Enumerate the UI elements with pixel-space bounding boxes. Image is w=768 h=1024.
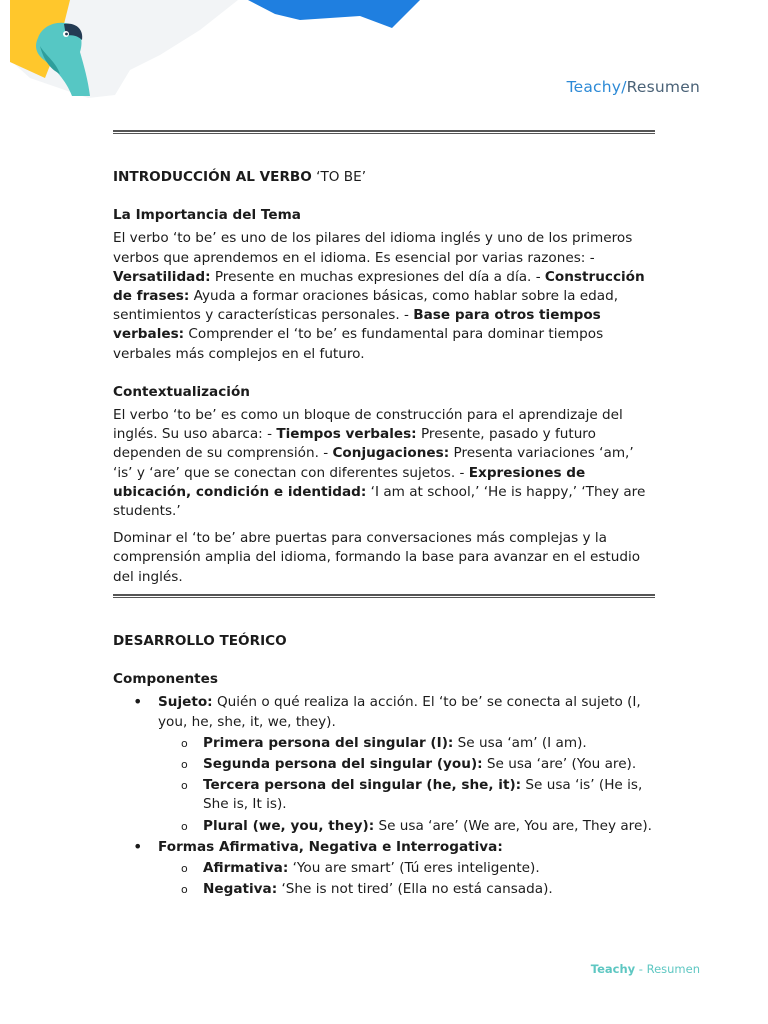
teachy-logo-art <box>0 0 440 100</box>
list-item: o Primera persona del singular (I): Se usa ‘am’ (I am). <box>113 734 655 753</box>
closing-paragraph: Dominar el ‘to be’ abre puertas para conversaciones más complejas y la comprensión amplia del idioma, formando la base para avanzar en el estudio del inglés. <box>113 530 641 585</box>
header-brand <box>567 78 700 96</box>
list-item: o Plural (we, you, they): Se usa ‘are’ (We are, You are, They are). <box>113 817 655 836</box>
heading-context: Contextualización <box>113 383 250 400</box>
heading-components: Componentes <box>113 671 218 688</box>
list-item: o Tercera persona del singular (he, she, it): Se usa ‘is’ (He is, She is, It is). <box>113 776 655 814</box>
footer-brand <box>591 962 700 976</box>
context-paragraph: El verbo ‘to be’ es como un bloque de construcción para el aprendizaje del inglés. Su uso abarca: - Tiempos verbales: Presente, pasado y futuro dependen de su comprensión. - Conjugaciones: Presenta variaciones ‘am,’ ‘is’ y ‘are’ que se conectan con diferentes sujetos. - Expresiones de ubicación, condición e identidad: ‘I am at school,’ ‘He is happy,’ ‘They are students.’ <box>113 407 646 520</box>
list-item: o Segunda persona del singular (you): Se usa ‘are’ (You are). <box>113 755 655 774</box>
intro-section <box>113 168 655 587</box>
footer-section: - Resumen <box>635 962 700 976</box>
importance-paragraph: El verbo ‘to be’ es uno de los pilares del idioma inglés y uno de los primeros verbos que aprendemos en el idioma. Es esencial por varias razones: - Versatilidad: Presente en muchas expresiones del día a día. - Construcción de frases: Ayuda a formar oraciones básicas, como hablar sobre la edad, sentimientos y características personales. - Base para otros tiempos verbales: Comprender el ‘to be’ es fundamental para dominar tiempos verbales más complejos en el futuro. <box>113 230 645 362</box>
theory-section <box>113 632 655 901</box>
list-item: o Negativa: ‘She is not tired’ (Ella no está cansada). <box>113 880 655 899</box>
sujeto-sublist <box>113 734 655 836</box>
divider-middle <box>113 594 655 598</box>
section-title-intro: INTRODUCCIÓN AL VERBO ‘TO BE’ <box>113 169 367 185</box>
list-item-formas: • Formas Afirmativa, Negativa e Interrogativa: o Afirmativa: ‘You are smart’ (Tú eres inteligente). o Negativa: ‘She is not tired’ (Ella no está cansada). <box>113 838 655 900</box>
components-list <box>113 693 655 899</box>
formas-sublist <box>113 859 655 899</box>
footer-brand-name: Teachy <box>590 962 636 976</box>
list-item: o Afirmativa: ‘You are smart’ (Tú eres inteligente). <box>113 859 655 878</box>
section-title-theory: DESARROLLO TEÓRICO <box>113 633 287 649</box>
divider-top <box>113 130 655 134</box>
header-section: Resumen <box>626 78 700 96</box>
header-separator: / <box>621 78 627 96</box>
header-brand-name: Teachy <box>566 78 622 96</box>
list-item-sujeto: • Sujeto: Quién o qué realiza la acción. El ‘to be’ se conecta al sujeto (I, you, he, she, it, we, they). o Primera persona del singular (I): Se usa ‘am’ (I am). o Segunda persona del singular (you): Se usa ‘are’ (You are). o Tercera persona del singular (he, she, it): Se usa ‘is’ (He is, She is, It is). o Plural (we, you, they): Se usa ‘are’ (We are, You are, They are). <box>113 693 655 835</box>
heading-importance: La Importancia del Tema <box>113 207 301 224</box>
